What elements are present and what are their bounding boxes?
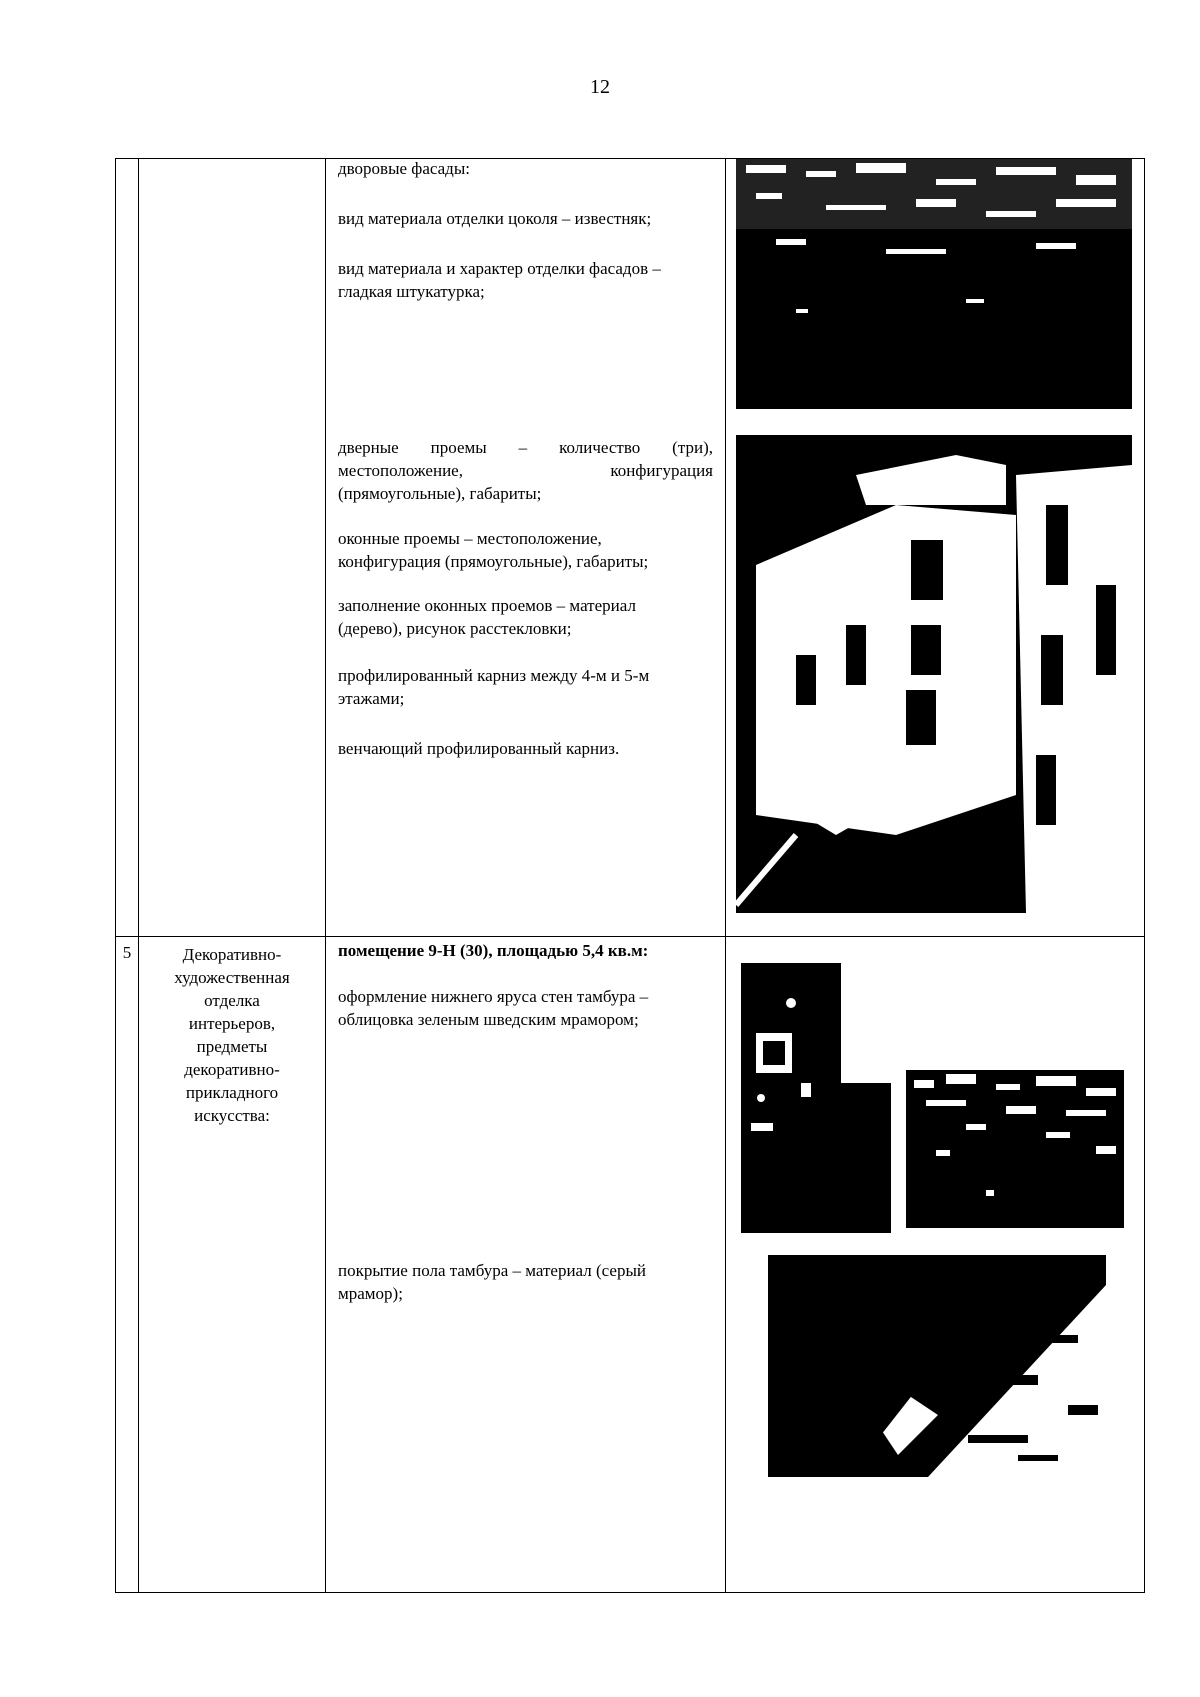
row-number-cell [116,159,139,937]
photo-cell [726,937,1145,1593]
text-block: венчающий профилированный карниз. [338,739,620,758]
row-name-cell: Декоративно- художественная отделка интерьеров, предметы декоративно- прикладного искусства: [139,937,326,1593]
text-block: дворовые фасады: [338,159,470,178]
text-block: оконные проемы – местоположение, конфигурация (прямоугольные), габариты; [338,529,649,571]
room-heading: помещение 9-Н (30), площадью 5,4 кв.м: [338,941,649,960]
photo-cell [726,159,1145,937]
text-block: вид материала и характер отделки фасадов – гладкая штукатурка; [338,259,661,301]
page-number: 12 [590,76,610,98]
photo-vestibule-wall [741,963,891,1233]
description-cell [326,937,726,1593]
text-block: дверные проемы – количество (три), местоположение, конфигурация (прямоугольные), габариты; [338,438,713,503]
photo-floor-marble [768,1255,1106,1477]
photo-marble-detail [906,1070,1124,1228]
table-row [116,937,1145,1593]
text-block: оформление нижнего яруса стен тамбура – облицовка зеленым шведским мрамором; [338,987,649,1029]
photo-courtyard-facade-top [736,159,1132,409]
text-block: профилированный карниз между 4-м и 5-м этажами; [338,666,650,708]
text-block: вид материала отделки цоколя – известняк; [338,209,652,228]
document-table [115,158,1145,1593]
row-number-cell: 5 [116,937,139,1593]
description-cell [326,159,726,937]
text-block: заполнение оконных проемов – материал (дерево), рисунок расстекловки; [338,596,636,638]
photo-courtyard-facade-view [736,435,1132,913]
row-name-cell [139,159,326,937]
table-row [116,159,1145,937]
text-block: покрытие пола тамбура – материал (серый мрамор); [338,1261,646,1303]
